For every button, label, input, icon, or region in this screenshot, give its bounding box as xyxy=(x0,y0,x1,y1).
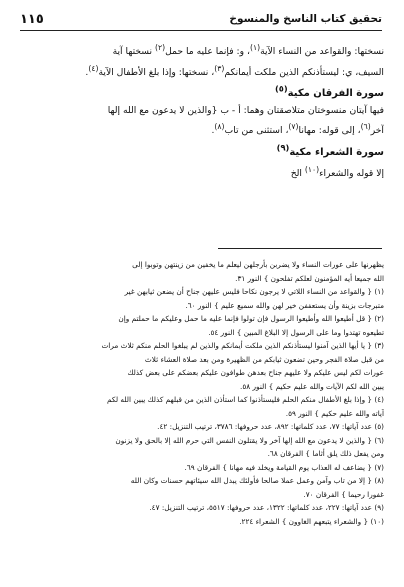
footnote-line: (٢) { قل أطيعوا الله وأطيعوا الرسول فإن تولوا فإنما عليه ما حمل وعليكم ما حملتم وإن xyxy=(118,314,384,323)
footnote-line: (٤) { وإذا بلغ الأطفال منكم الحلم فليستأذنوا كما استأذن الذين من قبلهم كذلك يبين الله لكم xyxy=(107,395,384,404)
main-text xyxy=(18,40,384,182)
footnote-line: متبرجات بزينة وأن يستعففن خير لهن والله سميع عليم } النور ٦٠. xyxy=(185,300,384,310)
body-line: السيف، ي: ليستأذنكم الذين ملكت أيمانكم$^{(٣)}$، نسختها: وإذا بلغ الأطفال الآية$^{(٤)}$. xyxy=(85,63,384,78)
footnote-line: (١٠) { والشعراء يتبعهم الغاوون } الشعراء ٢٢٤. xyxy=(239,516,384,526)
body-line: نسختها: والقواعد من النساء الآية$^{(١)}$، و: فإنما عليه ما حمل$^{(٢)}$ نسختها آية xyxy=(112,43,384,58)
footnotes xyxy=(18,258,384,528)
body-line: فيها آيتان منسوختان متلاصقتان وهما: أ - ب {والذين لا يدعون مع الله إلها xyxy=(107,104,384,116)
footnote-line: (٩) عدد آياتها: ٢٢٧، عدد كلماتها: ١٣٢٢، عدد حروفها: ٥٥١٧، ترتيب التنزيل: ٤٧. xyxy=(149,503,384,512)
footnote-line: ومن يفعل ذلك يلق أثاما } الفرقان ٦٨. xyxy=(267,449,384,458)
header-rule xyxy=(20,30,382,31)
page-number: ١١٥ xyxy=(20,11,44,27)
footnote-line: يظهرنها على عورات النساء ولا يضربن بأرجلهن ليعلم ما يخفين من زينتهن وتوبوا إلى xyxy=(132,260,384,269)
page-header xyxy=(20,10,382,28)
footnote-line: (٥) عدد آياتها: ٧٧، عدد كلماتها: ٨٩٢، عدد حروفها: ٣٧٨٦، ترتيب التنزيل: ٤٢. xyxy=(157,422,384,431)
footnote-line: (٧) { يضاعف له العذاب يوم القيامة ويخلد فيه مهانا } الفرقان ٦٩. xyxy=(184,462,384,472)
footnote-line: يبين الله لكم الآيات والله عليم حكيم } النور ٥٨. xyxy=(240,381,384,391)
footnote-line: الله جميعا أيه المؤمنون لعلكم تفلحون } النور ٣١. xyxy=(235,273,384,283)
footnote-line: غفورا رحيما } الفرقان ٧٠. xyxy=(303,489,384,499)
footnote-line: (٦) { والذين لا يدعون مع الله إلها آخر ولا يقتلون النفس التي حرم الله إلا بالحق ولا يزنون xyxy=(115,435,384,445)
footnote-line: من قبل صلاة الفجر وحين تضعون ثيابكم من الظهيرة ومن بعد صلاة العشاء ثلاث xyxy=(144,354,384,364)
footnote-line: عورات لكم ليس عليكم ولا عليهم جناح بعدهن طوافون عليكم بعضكم على بعض كذلك xyxy=(127,368,384,377)
body-line: آخر$^{(٦)}$، إلى قوله: مهانا$^{(٧)}$، استثنى من تاب$^{(٨)}$. xyxy=(211,122,384,137)
footnote-line: (٨) { إلا من تاب وآمن وعمل عملا صالحا فأولئك يبدل الله سيئاتهم حسنات وكان الله xyxy=(130,476,384,485)
body-line: سورة الفرقان مكية$^{(٥)}$ xyxy=(274,84,384,100)
body-line: إلا قوله والشعراء$^{(١٠)}$ الخ xyxy=(290,164,384,179)
footnote-line: (٣) { يا أيها الذين آمنوا ليستأذنكم الذين ملكت أيمانكم والذين لم يبلغوا الحلم منكم ثلاث مرات xyxy=(101,341,384,350)
header-title: تحقيق كتاب الناسخ والمنسوخ xyxy=(229,13,382,25)
footnote-line: (١) { والقواعد من النساء اللاتي لا يرجون نكاحا فليس عليهن جناح أن يضعن ثيابهن غير xyxy=(124,287,384,296)
body-line: سورة الشعراء مكية$^{(٩)}$ xyxy=(276,143,384,159)
footnote-line: تطيعوه تهتدوا وما على الرسول إلا البلاغ المبين } النور ٥٤. xyxy=(208,327,384,337)
footnote-line: آياته والله عليم حكيم } النور ٥٩. xyxy=(285,408,384,418)
footnote-separator xyxy=(218,248,382,249)
